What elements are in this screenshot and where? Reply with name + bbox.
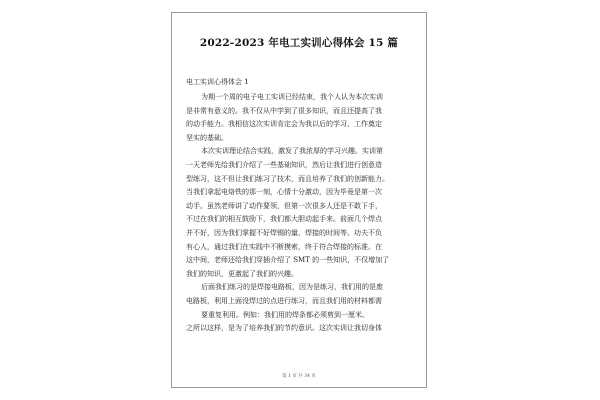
document-body bbox=[186, 91, 414, 336]
body-text-line: 我们的知识，更激起了我们的兴趣。 bbox=[186, 269, 298, 278]
body-text-line: 有心人，通过我们在实践中不断摸索，终于符合焊接的标准。在 bbox=[186, 242, 382, 251]
body-text-line: 电路板，利用上面没焊过的点进行练习，而且我们用的材料都需 bbox=[186, 296, 382, 305]
body-text-line: 要重复利用。例如：我们用的焊条都必须剪到一厘米。 bbox=[201, 310, 369, 319]
body-text-line: 的动手能力。我相信这次实训肯定会为我以后的学习、工作奠定 bbox=[186, 120, 382, 129]
document-page bbox=[171, 12, 427, 388]
body-text-line: 坚实的基础。 bbox=[186, 133, 228, 142]
section-title: 电工实训心得体会 1 bbox=[186, 78, 249, 86]
body-text-line: 这中间，老师还给我们穿插介绍了 SMT 的一些知识，不仅增加了 bbox=[186, 256, 390, 265]
body-text-line: 之所以这样，是为了培养我们的节约意识。这次实训让我切身体 bbox=[186, 324, 382, 333]
body-text-line: 一天老师先给我们介绍了一些基础知识，然后让我们进行创意造 bbox=[186, 160, 382, 169]
body-text-line: 后面我们练习的是焊接电路板，因为是练习，我们用的是废 bbox=[201, 283, 383, 292]
body-text-line: 为期一个周的电子电工实训已经结束，我个人认为本次实训 bbox=[201, 93, 383, 101]
document-title: 2022-2023 年电工实训心得体会 15 篇 bbox=[199, 37, 399, 49]
body-text-line: 型练习，这不但让我们练习了技术，而且培养了我们的创新能力。 bbox=[186, 174, 389, 183]
body-text-line: 不过在我们的相互鼓励下，我们都大胆动起手来。前面几个焊点 bbox=[186, 215, 382, 224]
body-text-line: 动手。虽然老师讲了动作要领，但第一次很多人还是不敢下手， bbox=[186, 201, 382, 210]
page-footer: 第 1 页 共 34 页 bbox=[282, 374, 316, 379]
body-text-line: 当我们拿起电烙铁的那一刻，心情十分激动，因为毕竟是第一次 bbox=[186, 188, 382, 197]
body-text-line: 本次实训理论结合实践，激发了我浓厚的学习兴趣。实训第 bbox=[201, 147, 383, 156]
body-text-line: 是非常有意义的。我不仅从中学到了很多知识，而且还提高了我 bbox=[186, 106, 382, 115]
body-text-line: 并不好，因为我们掌握不好焊锡的量、焊接的时间等。功夫不负 bbox=[186, 228, 382, 237]
